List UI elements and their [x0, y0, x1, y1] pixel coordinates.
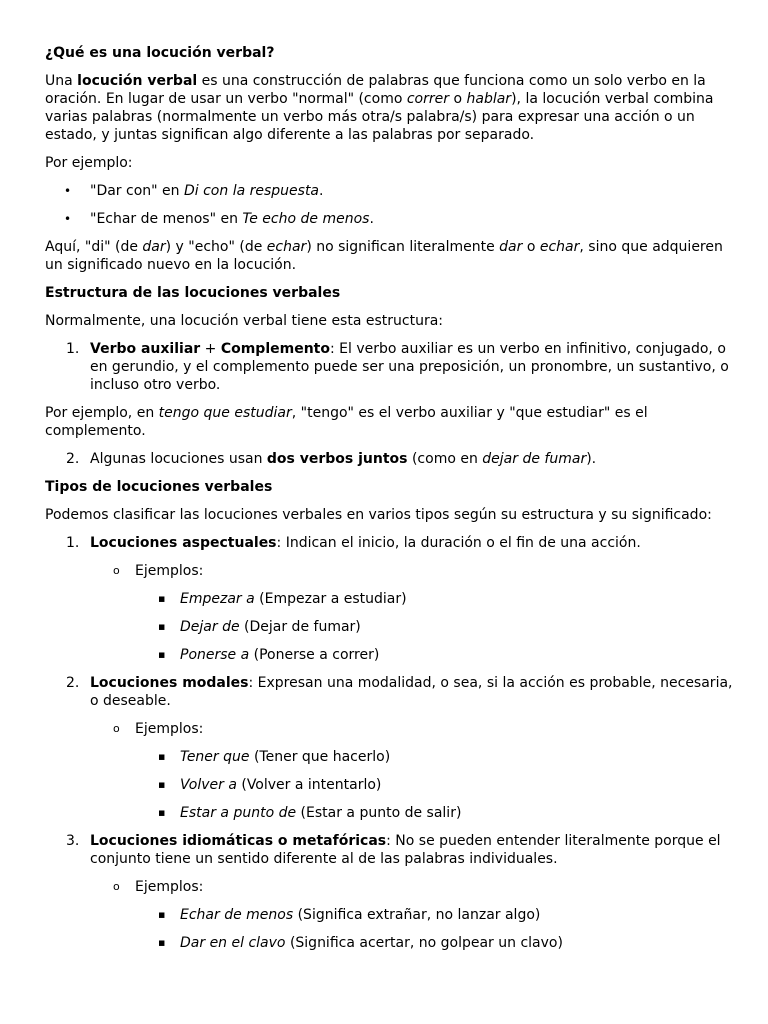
list-number: 1.	[66, 341, 80, 357]
example-item: ▪ Dejar de (Dejar de fumar)	[158, 619, 361, 635]
example-item: ▪ Dar en el clavo (Significa acertar, no golpear un clavo)	[158, 935, 563, 951]
example-item: ▪ Empezar a (Empezar a estudiar)	[158, 591, 407, 607]
example-item: ▪ Ponerse a (Ponerse a correr)	[158, 647, 380, 663]
example-item: ▪ Tener que (Tener que hacerlo)	[158, 749, 391, 765]
list-number: 3.	[66, 833, 80, 849]
numbered-item: 3. Locuciones idiomáticas o metafóricas: No se pueden entender literalmente porque el conjunto tiene un sentido diferente al de las palabras individuales.	[66, 833, 721, 867]
bullet-icon: •	[64, 184, 72, 198]
document-body	[45, 44, 735, 962]
list-number: 2.	[66, 675, 80, 691]
square-bullet-icon: ▪	[158, 620, 166, 633]
square-bullet-icon: ▪	[158, 750, 166, 763]
intro-paragraph: Una locución verbal es una construcción de palabras que funciona como un solo verbo en la oración. En lugar de usar un verbo "normal" (como correr o hablar), la locución verbal combina varias palabras (normalmente un verbo más otra/s palabra/s) para expresar una acción o un estado, y juntas significan algo diferente a las palabras por separado.	[45, 73, 714, 143]
list-number: 1.	[66, 535, 80, 551]
square-bullet-icon: ▪	[158, 908, 166, 921]
circle-bullet-icon: o	[113, 880, 120, 893]
list-item: • "Echar de menos" en Te echo de menos.	[64, 211, 374, 227]
estructura-example: Por ejemplo, en tengo que estudiar, "tengo" es el verbo auxiliar y "que estudiar" es el complemento.	[45, 405, 648, 439]
square-bullet-icon: ▪	[158, 936, 166, 949]
example-intro: Por ejemplo:	[45, 155, 133, 171]
square-bullet-icon: ▪	[158, 806, 166, 819]
example-item: ▪ Echar de menos (Significa extrañar, no lanzar algo)	[158, 907, 541, 923]
bullet-icon: •	[64, 212, 72, 226]
numbered-item: 1. Locuciones aspectuales: Indican el inicio, la duración o el fin de una acción.	[66, 535, 641, 551]
page-title: ¿Qué es una locución verbal?	[45, 45, 275, 61]
numbered-item: 2. Locuciones modales: Expresan una modalidad, o sea, si la acción es probable, necesaria, o deseable.	[66, 675, 733, 709]
list-number: 2.	[66, 451, 80, 467]
square-bullet-icon: ▪	[158, 648, 166, 661]
numbered-item: 2. Algunas locuciones usan dos verbos juntos (como en dejar de fumar).	[66, 451, 597, 467]
circle-bullet-icon: o	[113, 722, 120, 735]
section-heading-estructura: Estructura de las locuciones verbales	[45, 285, 341, 301]
explanation-paragraph: Aquí, "di" (de dar) y "echo" (de echar) no significan literalmente dar o echar, sino que adquieren un significado nuevo en la locución.	[45, 239, 723, 273]
sub-list-item: o Ejemplos:	[113, 721, 204, 737]
square-bullet-icon: ▪	[158, 592, 166, 605]
example-item: ▪ Volver a (Volver a intentarlo)	[158, 777, 382, 793]
sub-list-item: o Ejemplos:	[113, 563, 204, 579]
square-bullet-icon: ▪	[158, 778, 166, 791]
numbered-item: 1. Verbo auxiliar + Complemento: El verbo auxiliar es un verbo en infinitivo, conjugado, o en gerundio, y el complemento puede ser una preposición, un pronombre, un sustantivo, o incluso otro verbo.	[66, 341, 729, 393]
section-heading-tipos: Tipos de locuciones verbales	[45, 479, 273, 495]
list-item: • "Dar con" en Di con la respuesta.	[64, 183, 324, 199]
tipos-intro: Podemos clasificar las locuciones verbales en varios tipos según su estructura y su significado:	[45, 507, 712, 523]
example-item: ▪ Estar a punto de (Estar a punto de salir)	[158, 805, 462, 821]
estructura-intro: Normalmente, una locución verbal tiene esta estructura:	[45, 313, 444, 329]
circle-bullet-icon: o	[113, 564, 120, 577]
sub-list-item: o Ejemplos:	[113, 879, 204, 895]
